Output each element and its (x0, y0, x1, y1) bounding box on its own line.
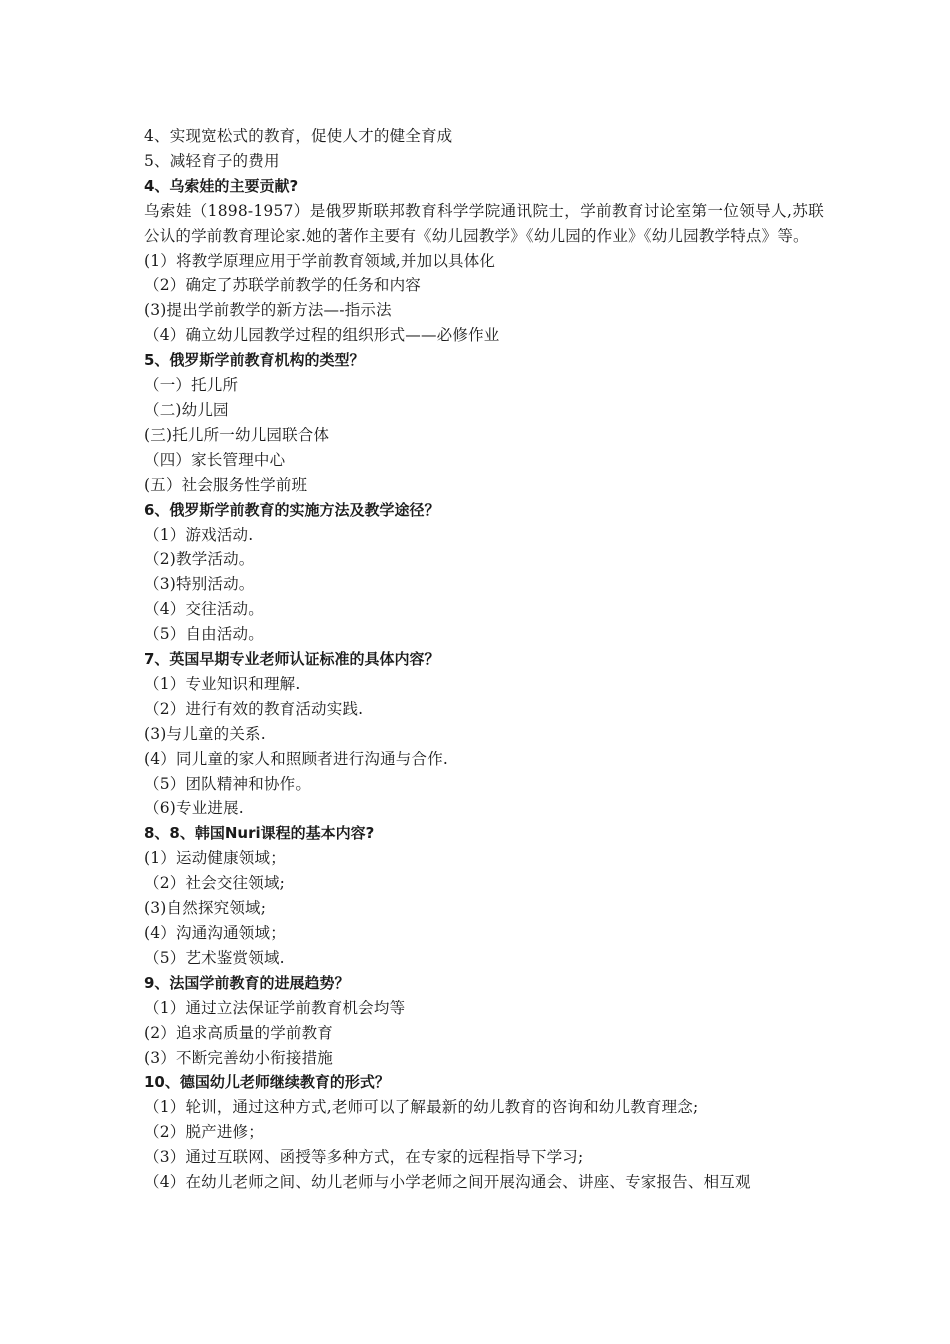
text-line: (2）追求高质量的学前教育 (144, 1023, 334, 1042)
text-line: （1）通过立法保证学前教育机会均等 (144, 998, 406, 1017)
section-heading: 10、德国幼儿老师继续教育的形式？ (144, 1073, 390, 1092)
text-line: （1）轮训，通过这种方式,老师可以了解最新的幼儿教育的咨询和幼儿教育理念; (144, 1098, 699, 1117)
text-line: (4）沟通沟通领域； (144, 924, 286, 942)
text-line: （2）进行有效的教育活动实践. (144, 699, 364, 718)
text-line: （2)教学活动。 (144, 550, 255, 569)
text-line: （4）在幼儿老师之间、幼儿老师与小学老师之间开展沟通会、讲座、专家报告、相互观 (144, 1173, 751, 1192)
section-heading: 4、乌索娃的主要贡献? (144, 176, 299, 195)
text-line: (1）将教学原理应用于学前教育领域,并加以具体化 (144, 251, 496, 270)
text-line: （1）专业知识和理解. (144, 674, 301, 693)
text-line: (3）不断完善幼小衔接措施 (144, 1048, 334, 1067)
text-line: (3)提出学前教学的新方法—-指示法 (144, 301, 392, 320)
text-line: （6)专业进展. (144, 799, 244, 818)
body-paragraph: 乌索娃（1898-1957）是俄罗斯联邦教育科学学院通讯院士，学前教育讨论室第一位领导人,苏联公认的学前教育理论家.她的著作主要有《幼儿园教学》《幼儿园的作业》《幼儿园教学特点》等。 (144, 201, 824, 245)
text-line: （5）自由活动。 (144, 625, 264, 644)
text-line: 4、实现宽松式的教育，促使人才的健全育成 (144, 127, 453, 145)
text-line: （四）家长管理中心 (144, 450, 286, 469)
text-line: (五）社会服务性学前班 (144, 475, 308, 494)
text-line: （2）社会交往领域; (144, 874, 286, 893)
text-line: (3)自然探究领域; (144, 899, 267, 918)
section-heading: 9、法国学前教育的进展趋势？ (144, 973, 350, 992)
text-line: （二)幼儿园 (144, 400, 229, 419)
text-line: （1）游戏活动. (144, 525, 254, 544)
text-line: (4）同儿童的家人和照顾者进行沟通与合作. (144, 749, 449, 768)
section-heading: 8、8、韩国Nuri课程的基本内容? (144, 824, 375, 843)
text-line: （4）确立幼儿园教学过程的组织形式——必修作业 (144, 326, 500, 345)
text-line: （5）艺术鉴赏领域. (144, 948, 285, 967)
section-heading: 6、俄罗斯学前教育的实施方法及教学途径？ (144, 500, 440, 519)
text-line: 5、减轻育子的费用 (144, 151, 280, 170)
text-line: (1）运动健康领域； (144, 849, 286, 868)
text-line: (三)托儿所一幼儿园联合体 (144, 425, 330, 444)
text-line: (3)与儿童的关系. (144, 724, 266, 743)
document-body (144, 124, 824, 1195)
section-heading: 5、俄罗斯学前教育机构的类型？ (144, 351, 365, 370)
text-line: （4）交往活动。 (144, 600, 264, 619)
text-line: （一）托儿所 (144, 376, 239, 395)
text-line: （2）脱产进修； (144, 1123, 264, 1142)
section-heading: 7、英国早期专业老师认证标准的具体内容？ (144, 650, 440, 669)
text-line: （3）通过互联网、函授等多种方式，在专家的远程指导下学习; (144, 1148, 584, 1167)
text-line: （2）确定了苏联学前教学的任务和内容 (144, 276, 421, 295)
text-line: （3)特别活动。 (144, 575, 255, 594)
text-line: （5）团队精神和协作。 (144, 774, 312, 793)
